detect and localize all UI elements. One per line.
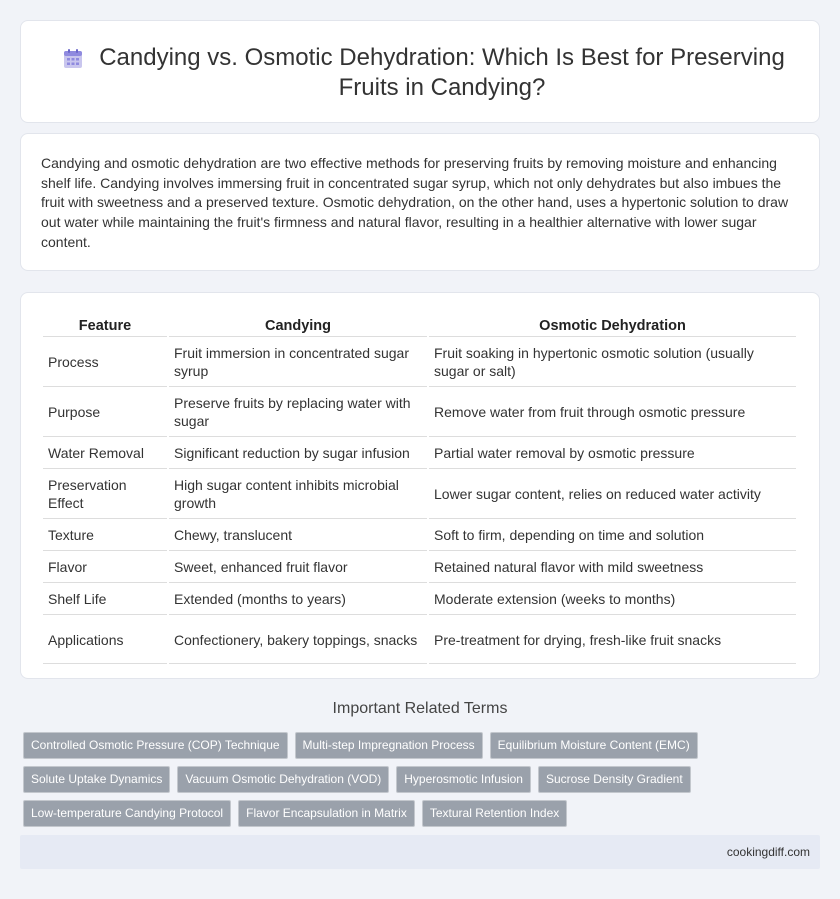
cell-osmotic: Moderate extension (weeks to months) bbox=[429, 584, 796, 615]
table-row bbox=[43, 438, 796, 469]
related-terms-list bbox=[23, 732, 803, 827]
column-header-candying: Candying bbox=[169, 314, 427, 337]
cell-candying: High sugar content inhibits microbial growth bbox=[169, 470, 427, 519]
related-term-tag[interactable]: Hyperosmotic Infusion bbox=[396, 766, 531, 793]
related-term-tag[interactable]: Flavor Encapsulation in Matrix bbox=[238, 800, 415, 827]
cell-osmotic: Partial water removal by osmotic pressure bbox=[429, 438, 796, 469]
cell-feature: Texture bbox=[43, 520, 167, 551]
table-row bbox=[43, 584, 796, 615]
related-term-tag[interactable]: Multi-step Impregnation Process bbox=[295, 732, 483, 759]
table-row bbox=[43, 338, 796, 387]
related-terms-heading: Important Related Terms bbox=[332, 700, 508, 717]
cell-candying: Sweet, enhanced fruit flavor bbox=[169, 552, 427, 583]
footer-bar bbox=[20, 835, 820, 869]
cell-candying: Chewy, translucent bbox=[169, 520, 427, 551]
cell-candying: Confectionery, bakery toppings, snacks bbox=[169, 616, 427, 664]
cell-feature: Shelf Life bbox=[43, 584, 167, 615]
footer-site-link[interactable]: cookingdiff.com bbox=[726, 845, 810, 859]
table-row bbox=[43, 616, 796, 664]
cell-candying: Preserve fruits by replacing water with sugar bbox=[169, 388, 427, 437]
column-header-feature: Feature bbox=[43, 314, 167, 337]
column-header-osmotic: Osmotic Dehydration bbox=[429, 314, 796, 337]
related-term-tag[interactable]: Vacuum Osmotic Dehydration (VOD) bbox=[177, 766, 389, 793]
cell-feature: Applications bbox=[43, 616, 167, 664]
intro-paragraph: Candying and osmotic dehydration are two effective methods for preserving fruits by removing moisture and enhancing shelf life. Candying involves immersing fruit in concentrated sugar syrup, which not only dehydrates but also imbues the fruit with sweetness and a preserved texture. Osmotic dehydration, on the other hand, uses a hypertonic solution to draw out water while maintaining the fruit's firmness and natural flavor, resulting in a healthier alternative with lower sugar content. bbox=[41, 155, 789, 250]
cell-feature: Process bbox=[43, 338, 167, 387]
related-term-tag[interactable]: Controlled Osmotic Pressure (COP) Technique bbox=[23, 732, 288, 759]
cell-feature: Flavor bbox=[43, 552, 167, 583]
related-term-tag[interactable]: Low-temperature Candying Protocol bbox=[23, 800, 231, 827]
cell-feature: Water Removal bbox=[43, 438, 167, 469]
related-term-tag[interactable]: Sucrose Density Gradient bbox=[538, 766, 691, 793]
related-term-tag[interactable]: Equilibrium Moisture Content (EMC) bbox=[490, 732, 698, 759]
cell-candying: Fruit immersion in concentrated sugar syrup bbox=[169, 338, 427, 387]
table-row bbox=[43, 552, 796, 583]
cell-candying: Significant reduction by sugar infusion bbox=[169, 438, 427, 469]
cell-osmotic: Lower sugar content, relies on reduced water activity bbox=[429, 470, 796, 519]
table-row bbox=[43, 470, 796, 519]
table-row bbox=[43, 520, 796, 551]
cell-feature: Preservation Effect bbox=[43, 470, 167, 519]
related-term-tag[interactable]: Solute Uptake Dynamics bbox=[23, 766, 170, 793]
page-title: Candying vs. Osmotic Dehydration: Which Is Best for Preserving Fruits in Candying? bbox=[99, 44, 785, 101]
cell-osmotic: Remove water from fruit through osmotic pressure bbox=[429, 388, 796, 437]
table-header-row bbox=[43, 314, 796, 337]
cell-osmotic: Soft to firm, depending on time and solution bbox=[429, 520, 796, 551]
cell-osmotic: Retained natural flavor with mild sweetness bbox=[429, 552, 796, 583]
related-term-tag[interactable]: Textural Retention Index bbox=[422, 800, 567, 827]
intro-card bbox=[20, 133, 820, 271]
table-row bbox=[43, 388, 796, 437]
cell-osmotic: Fruit soaking in hypertonic osmotic solution (usually sugar or salt) bbox=[429, 338, 796, 387]
header-card bbox=[20, 20, 820, 123]
cell-osmotic: Pre-treatment for drying, fresh-like fruit snacks bbox=[429, 616, 796, 664]
cell-candying: Extended (months to years) bbox=[169, 584, 427, 615]
cell-feature: Purpose bbox=[43, 388, 167, 437]
comparison-table-card bbox=[20, 292, 820, 679]
comparison-table bbox=[41, 313, 798, 665]
